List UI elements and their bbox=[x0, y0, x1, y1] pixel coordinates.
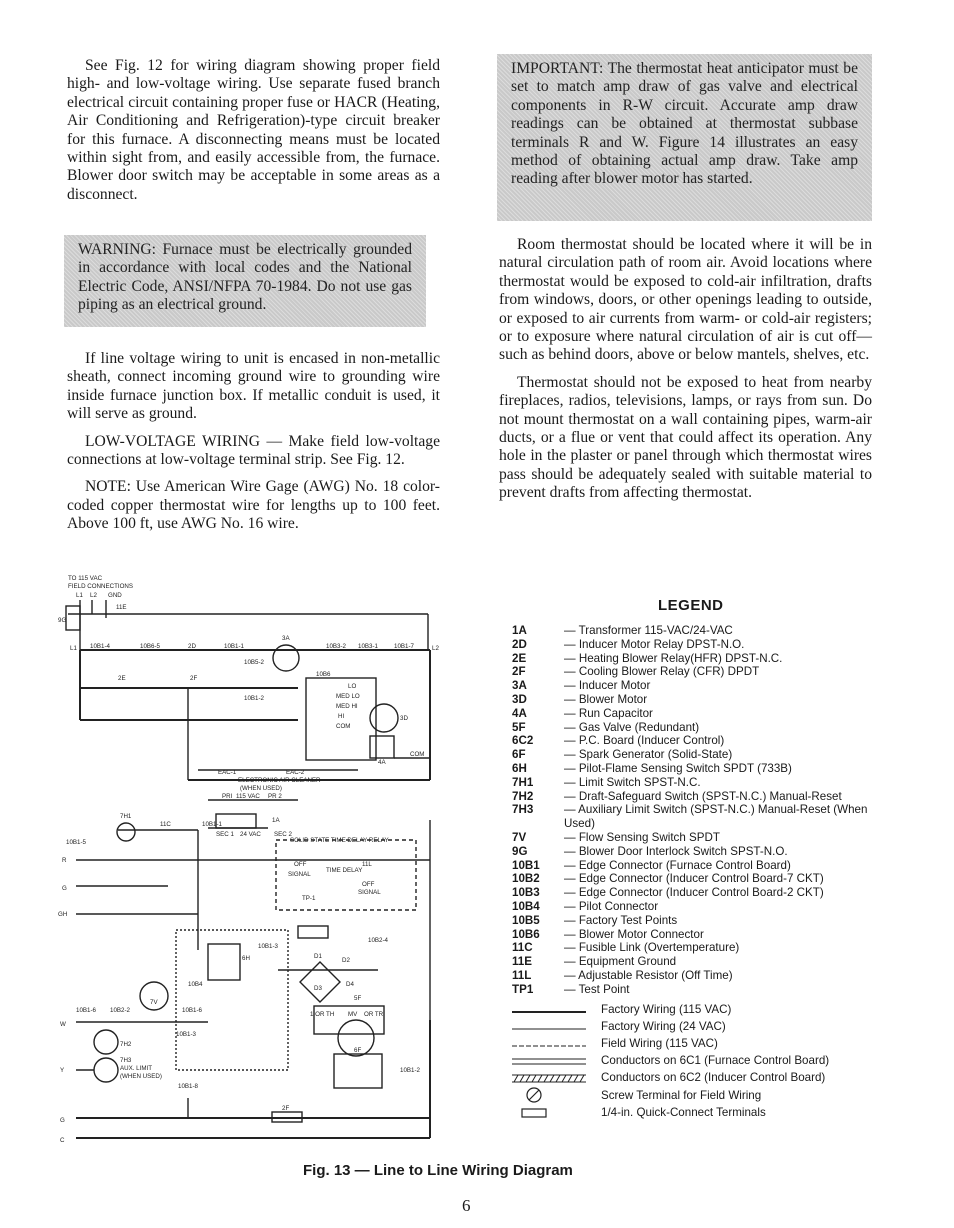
legend-list bbox=[512, 624, 892, 997]
label-l2b: L2 bbox=[432, 645, 439, 652]
legend-item bbox=[512, 734, 892, 748]
legend-code: 7H3 bbox=[512, 803, 534, 817]
label-r: R bbox=[62, 857, 67, 864]
legend-code: 6C2 bbox=[512, 734, 534, 748]
legend-item bbox=[512, 886, 892, 900]
label-10b2-4: 10B2-4 bbox=[368, 937, 388, 944]
legend-code: 1A bbox=[512, 624, 527, 637]
label-eac1: EAC-1 bbox=[218, 769, 237, 776]
legend-item bbox=[512, 872, 892, 886]
label-10b1-5: 10B1-5 bbox=[66, 839, 86, 846]
label-sec2: SEC 2 bbox=[274, 831, 292, 838]
label-4a: 4A bbox=[378, 759, 386, 766]
label-2f-bottom: 2F bbox=[282, 1105, 290, 1112]
legend-description: — Spark Generator (Solid-State) bbox=[564, 748, 733, 762]
label-3d: 3D bbox=[400, 715, 408, 722]
legend-code: 10B1 bbox=[512, 858, 540, 872]
legend-description: — Inducer Motor bbox=[564, 679, 651, 693]
legend-code: 5F bbox=[512, 720, 526, 734]
label-eac2: EAC-2 bbox=[286, 769, 305, 776]
label-w: W bbox=[60, 1021, 66, 1028]
label-l2: L2 bbox=[90, 592, 97, 599]
grounding-paragraph: If line voltage wiring to unit is encased in non-metallic sheath, connect incoming ground wire to grounding wire inside furnace junction box. If metallic conduit is used, it will serve as ground. bbox=[67, 350, 440, 423]
legend-description: — Inducer Motor Relay DPST-N.O. bbox=[564, 637, 745, 651]
legend-description: — Fusible Link (Overtemperature) bbox=[564, 941, 740, 955]
legend-code: 7V bbox=[512, 830, 527, 844]
label-11l: 11L bbox=[362, 861, 372, 868]
legend-description: — Run Capacitor bbox=[564, 706, 653, 720]
important-text: IMPORTANT: The thermostat heat anticipator must be set to match amp draw of gas valve and electrical components in R-W circuit. Accurate amp draw readings can be obtained at thermostat subbase terminals R and W. Figure 14 illustrates an easy method of obtaining actual amp draw. Take amp reading after blower motor has started. bbox=[511, 60, 858, 188]
legend-item bbox=[512, 707, 892, 721]
label-9g: 9G bbox=[58, 617, 67, 624]
label-7h1: 7H1 bbox=[120, 813, 132, 820]
label-5f: 5F bbox=[354, 995, 362, 1002]
label-11c: 11C bbox=[160, 821, 171, 828]
symbol-desc: Factory Wiring (115 VAC) bbox=[601, 1002, 732, 1016]
double-line-icon bbox=[512, 1053, 592, 1067]
label-hi: HI bbox=[338, 713, 345, 720]
legend-description: — Heating Blower Relay(HFR) DPST-N.C. bbox=[564, 651, 783, 665]
label-y: Y bbox=[60, 1067, 65, 1074]
label-24vac: 24 VAC bbox=[240, 831, 261, 838]
label-10b1-3: 10B1-3 bbox=[258, 943, 278, 950]
legend-item bbox=[512, 748, 892, 762]
label-10b1-3b: 10B1-3 bbox=[176, 1031, 196, 1038]
legend-description: — Edge Connector (Inducer Control Board-7 CKT) bbox=[564, 872, 824, 886]
label-aux-limit: AUX. LIMIT bbox=[120, 1065, 152, 1072]
symbol-row-field bbox=[512, 1036, 718, 1050]
figure-caption: Fig. 13 — Line to Line Wiring Diagram bbox=[303, 1162, 573, 1179]
legend-item bbox=[512, 762, 892, 776]
label-lo: LO bbox=[348, 683, 357, 690]
label-10b1-7: 10B1-7 bbox=[394, 643, 414, 650]
label-10b3-2: 10B3-2 bbox=[326, 643, 346, 650]
label-field-conn: TO 115 VAC bbox=[68, 575, 103, 582]
legend-item bbox=[512, 983, 892, 997]
label-gnd: GND bbox=[108, 592, 122, 599]
screw-terminal-icon bbox=[512, 1087, 592, 1103]
legend-item bbox=[512, 928, 892, 942]
legend-item bbox=[512, 845, 892, 859]
legend-item bbox=[512, 721, 892, 735]
hatched-line-icon bbox=[512, 1070, 592, 1084]
label-tp1: TP-1 bbox=[302, 895, 316, 902]
legend-code: 6H bbox=[512, 761, 527, 775]
legend-description: — Limit Switch SPST-N.C. bbox=[564, 775, 701, 789]
label-10b1-2: 10B1-2 bbox=[244, 695, 264, 702]
label-10b1-8: 10B1-8 bbox=[178, 1083, 198, 1090]
legend-item bbox=[512, 790, 892, 804]
label-10b6-5: 10B6-5 bbox=[140, 643, 160, 650]
label-10b5-2: 10B5-2 bbox=[244, 659, 264, 666]
solid-thick-line-icon bbox=[512, 1002, 592, 1016]
legend-code: 7H1 bbox=[512, 775, 534, 789]
label-6h: 6H bbox=[242, 955, 250, 962]
label-field-connections: FIELD CONNECTIONS bbox=[68, 583, 133, 590]
label-med-hi: MED HI bbox=[336, 703, 358, 710]
solid-thin-line-icon bbox=[512, 1019, 592, 1033]
label-pri: PRI bbox=[222, 793, 233, 800]
label-signal2: SIGNAL bbox=[358, 889, 381, 896]
label-med-lo: MED LO bbox=[336, 693, 360, 700]
thermostat-location-paragraph: Room thermostat should be located where it will be in natural circulation path of room air. Avoid locations where thermostat would be exposed to cold-air infiltration, drafts from windows, doors, or other openings leading to outside, or exposed to air currents from warm- or cold-air registers; or to exposure where natural circulation of air is cut off—such as behind doors, above or below mantels, shelves, etc. bbox=[499, 236, 872, 364]
symbol-desc: Factory Wiring (24 VAC) bbox=[601, 1019, 726, 1033]
label-l1b: L1 bbox=[70, 645, 77, 652]
label-6f: 6F bbox=[354, 1047, 362, 1054]
label-com2: COM bbox=[410, 751, 425, 758]
legend-description: — Pilot Connector bbox=[564, 899, 659, 913]
label-when-used: (WHEN USED) bbox=[240, 785, 282, 792]
legend-code: 11L bbox=[512, 968, 532, 982]
legend-description: — Test Point bbox=[564, 982, 630, 996]
symbol-desc: Conductors on 6C1 (Furnace Control Board) bbox=[601, 1053, 830, 1067]
legend-item bbox=[512, 900, 892, 914]
label-115vac: 115 VAC bbox=[236, 793, 260, 800]
legend-description: — Pilot-Flame Sensing Switch SPDT (733B) bbox=[564, 761, 792, 775]
legend-item bbox=[512, 679, 892, 693]
warning-box bbox=[64, 235, 426, 327]
label-2f: 2F bbox=[190, 675, 198, 682]
legend-item bbox=[512, 624, 892, 638]
label-signal: SIGNAL bbox=[288, 871, 311, 878]
legend-item bbox=[512, 652, 892, 666]
label-10b2-2: 10B2-2 bbox=[110, 1007, 130, 1014]
symbol-desc: Screw Terminal for Field Wiring bbox=[601, 1088, 762, 1102]
legend-code: 7H2 bbox=[512, 789, 534, 803]
legend-code: 3A bbox=[512, 679, 527, 693]
label-com: COM bbox=[336, 723, 351, 730]
legend-description: — Cooling Blower Relay (CFR) DPDT bbox=[564, 665, 760, 679]
label-d3: D3 bbox=[314, 985, 322, 992]
label-10b1-1: 10B1-1 bbox=[224, 643, 244, 650]
legend-code: 2D bbox=[512, 637, 527, 651]
thermostat-heat-paragraph: Thermostat should not be exposed to heat from nearby fireplaces, radios, televisions, lamps, or rays from sun. Do not mount thermostat on a wall containing pipes, warm-air ducts, or a flue or vent that could affect its operation. Any hole in the plaster or panel through which thermostat wires pass should be adequately sealed with suitable material to prevent drafts from affecting thermostat. bbox=[499, 373, 872, 502]
page-number: 6 bbox=[462, 1196, 471, 1215]
dashed-line-icon bbox=[512, 1036, 592, 1050]
label-7h3: 7H3 bbox=[120, 1057, 132, 1064]
label-g: G bbox=[62, 885, 67, 892]
symbol-row-24vac bbox=[512, 1019, 726, 1033]
label-g2: G bbox=[60, 1117, 65, 1124]
legend-code: 11C bbox=[512, 941, 533, 955]
label-10b4: 10B4 bbox=[188, 981, 203, 988]
label-10b1-1b: 10B1-1 bbox=[202, 821, 222, 828]
legend-description: — Blower Door Interlock Switch SPST-N.O. bbox=[564, 844, 788, 858]
symbol-desc: Field Wiring (115 VAC) bbox=[601, 1036, 718, 1050]
low-voltage-paragraph: LOW-VOLTAGE WIRING — Make field low-voltage connections at low-voltage terminal strip. See Fig. 12. bbox=[67, 432, 440, 469]
legend-item bbox=[512, 969, 892, 983]
legend-description: — Equipment Ground bbox=[564, 955, 677, 969]
legend-description: — Adjustable Resistor (Off Time) bbox=[564, 968, 733, 982]
label-11e: 11E bbox=[116, 604, 127, 611]
legend-item bbox=[512, 776, 892, 790]
legend-code: 10B4 bbox=[512, 899, 540, 913]
legend-description: — Edge Connector (Inducer Control Board-2 CKT) bbox=[564, 886, 824, 900]
symbol-row-screw bbox=[512, 1087, 762, 1103]
label-10b1-2b: 10B1-2 bbox=[400, 1067, 420, 1074]
label-7v: 7V bbox=[150, 999, 158, 1006]
label-d1: D1 bbox=[314, 953, 322, 960]
legend-code: 2E bbox=[512, 651, 527, 665]
wiring-paragraph: See Fig. 12 for wiring diagram showing proper field high- and low-voltage wiring. Use separate fused branch electrical circuit containing proper fuse or HACR (Heating, Air Conditioning and Refrigeration)-type circuit breaker for this furnace. A disconnecting means must be located within sight from, and easily accessible from, the furnace. Blower door switch may be acceptable in some areas as a disconnect. bbox=[67, 57, 440, 203]
legend-code: 4A bbox=[512, 706, 527, 720]
label-or-tr: OR TR bbox=[364, 1011, 384, 1018]
symbol-row-6c2 bbox=[512, 1070, 826, 1084]
label-2e: 2E bbox=[118, 675, 126, 682]
legend-code: 10B3 bbox=[512, 886, 540, 900]
label-off: OFF bbox=[294, 861, 307, 868]
intro-paragraph bbox=[67, 57, 440, 204]
legend-description: — Gas Valve (Redundant) bbox=[564, 720, 700, 734]
label-10b1-6: 10B1-6 bbox=[182, 1007, 202, 1014]
label-c: C bbox=[60, 1137, 65, 1144]
legend-description: — Flow Sensing Switch SPDT bbox=[564, 830, 720, 844]
legend-item bbox=[512, 859, 892, 873]
warning-text: WARNING: Furnace must be electrically grounded in accordance with local codes and the National Electric Code, ANSI/NFPA 70-1984. Do not use gas piping as an electrical ground. bbox=[78, 241, 412, 314]
legend-code: 3D bbox=[512, 692, 527, 706]
legend-code: 10B6 bbox=[512, 927, 540, 941]
legend-item bbox=[512, 914, 892, 928]
legend-code: 9G bbox=[512, 844, 528, 858]
label-solid-state-relay: SOLID STATE TIME DELAY RELAY bbox=[290, 837, 389, 844]
legend-item bbox=[512, 693, 892, 707]
label-aux-when-used: (WHEN USED) bbox=[120, 1073, 162, 1080]
legend-item bbox=[512, 941, 892, 955]
wiring-diagram bbox=[58, 570, 443, 1150]
legend-item bbox=[512, 955, 892, 969]
symbol-desc: Conductors on 6C2 (Inducer Control Board) bbox=[601, 1070, 826, 1084]
label-mv: MV bbox=[348, 1011, 358, 1018]
label-10b3-1: 10B3-1 bbox=[358, 643, 378, 650]
legend-code: 2F bbox=[512, 665, 526, 679]
legend-code: 10B5 bbox=[512, 913, 540, 927]
legend-code: 10B2 bbox=[512, 872, 540, 886]
label-l1: L1 bbox=[76, 592, 83, 599]
legend-item bbox=[512, 831, 892, 845]
symbol-row-quick-connect bbox=[512, 1105, 766, 1119]
legend-description: — Draft-Safeguard Switch (SPST-N.C.) Manual-Reset bbox=[564, 789, 842, 803]
label-d2: D2 bbox=[342, 957, 350, 964]
legend-item bbox=[512, 638, 892, 652]
legend-description: — Factory Test Points bbox=[564, 913, 678, 927]
legend-item bbox=[512, 665, 892, 679]
legend-title: LEGEND bbox=[658, 597, 724, 614]
note-paragraph: NOTE: Use American Wire Gage (AWG) No. 18 color-coded copper thermostat wire for lengths up to 100 feet. Above 100 ft, use AWG No. 16 wire. bbox=[67, 478, 440, 533]
label-d4: D4 bbox=[346, 981, 354, 988]
grounding-paragraph-block bbox=[67, 350, 440, 534]
symbol-row-6c1 bbox=[512, 1053, 830, 1067]
label-10b6: 10B6 bbox=[316, 671, 331, 678]
legend-description: — Blower Motor bbox=[564, 692, 648, 706]
important-box bbox=[497, 54, 872, 221]
legend-description: — Transformer 115-VAC/24-VAC bbox=[564, 624, 733, 637]
label-pr2: PR 2 bbox=[268, 793, 282, 800]
label-sec1: SEC 1 bbox=[216, 831, 234, 838]
symbol-row-115vac bbox=[512, 1002, 732, 1016]
legend-code: TP1 bbox=[512, 982, 534, 996]
label-7h2: 7H2 bbox=[120, 1041, 132, 1048]
label-or-th: 1 OR TH bbox=[310, 1011, 335, 1018]
label-3a: 3A bbox=[282, 635, 290, 642]
label-2d: 2D bbox=[188, 643, 196, 650]
label-10b1-4: 10B1-4 bbox=[90, 643, 110, 650]
legend-code: 11E bbox=[512, 955, 532, 969]
label-10b1-6b: 10B1-6 bbox=[76, 1007, 96, 1014]
legend-description: — Edge Connector (Furnace Control Board) bbox=[564, 858, 791, 872]
symbol-desc: 1/4-in. Quick-Connect Terminals bbox=[601, 1105, 766, 1119]
label-off2: OFF bbox=[362, 881, 375, 888]
legend-code: 6F bbox=[512, 748, 526, 762]
label-gh: GH bbox=[58, 911, 68, 918]
legend-description: — Blower Motor Connector bbox=[564, 927, 704, 941]
label-1a: 1A bbox=[272, 817, 280, 824]
label-electronic-air-cleaner: ELECTRONIC AIR CLEANER bbox=[238, 777, 321, 784]
thermostat-paragraph-block bbox=[499, 236, 872, 503]
quick-connect-icon bbox=[512, 1105, 592, 1119]
label-time-delay: TIME DELAY bbox=[326, 867, 363, 874]
legend-description: — Auxiliary Limit Switch (SPST-N.C.) Manual-Reset (When Used) bbox=[564, 803, 868, 831]
legend-description: — P.C. Board (Inducer Control) bbox=[564, 734, 725, 748]
legend-item bbox=[512, 803, 892, 831]
